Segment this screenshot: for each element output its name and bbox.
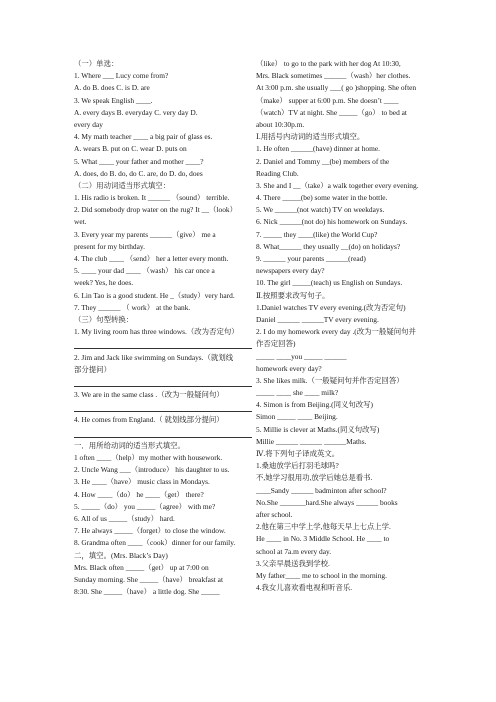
text-line: 4. My math teacher ____ a big pair of glass es. <box>74 132 213 142</box>
text-line: 4.我女儿喜欢看电视和听音乐. <box>256 583 353 593</box>
text-line: Millie ______ ______ ______Maths. <box>256 436 367 446</box>
text-line: Mrs. Black sometimes ______（wash）her clothes. <box>256 71 411 81</box>
text-line: Daniel ______ ______TV every evening. <box>256 314 379 324</box>
text-line: every day <box>74 119 103 129</box>
text-line: 3. She likes milk.（一般疑问句并作否定回答） <box>256 375 404 385</box>
text-line: 2. Did somebody drop water on the rug? It __（look） <box>74 205 237 215</box>
text-line: A. does, do B. do, do C. are, do D. do, does <box>74 168 203 178</box>
text-line: _____ ____you _____ ______ <box>256 351 347 361</box>
text-line: 5. We ______(not watch) TV on weekdays. <box>256 205 385 215</box>
text-line: 3. He ____（have） music class in Mondays. <box>74 477 210 487</box>
text-line: 3. Every year my parents ______（give） me a <box>74 229 216 239</box>
text-line: wet. <box>74 217 87 227</box>
text-line: 6. Lin Tao is a good student. He _（study）very hard. <box>74 290 235 300</box>
text-line: 3. She and I __（take）a walk together every evening. <box>256 180 419 190</box>
text-line: 4. He comes from England.（ 就划线部分提问） <box>74 415 224 425</box>
text-line: My father____ me to school in the morning. <box>256 570 387 580</box>
text-line: （like） to go to the park with her dog At 10:30, <box>256 59 401 68</box>
text-line: 作否定回答) <box>256 339 296 349</box>
text-line: （make） supper at 6:00 p.m. She doesn’t ____ <box>256 95 399 105</box>
text-line: 8. What______ they usually __(do) on holidays? <box>256 241 401 251</box>
text-line: 2. I do my homework every day .(改为一般疑问句并 <box>256 327 416 337</box>
answer-line <box>74 401 252 412</box>
answer-line <box>74 376 252 387</box>
text-line: 一．用所给动词的适当形式填空。 <box>74 440 185 450</box>
text-line: Sunday morning. She _____（have） breakfast at <box>74 574 224 584</box>
text-line: Ⅳ.将下列句子译成英文。 <box>256 449 340 458</box>
text-line: （二）用动词适当形式填空： <box>74 180 171 190</box>
text-line: homework every day? <box>256 363 322 373</box>
text-line: Mrs. Black often _____（get） up at 7:00 on <box>74 562 209 572</box>
text-line: 1. My living room has three windows.（改为否定句） <box>74 327 239 337</box>
text-line: 3.父亲早晨送我到学校. <box>256 558 330 568</box>
text-line: 1. Where ___ Lucy come from? <box>74 71 169 81</box>
text-line: school at 7a.m every day. <box>256 546 332 556</box>
text-line: 2.他在第三中学上学,他每天早上七点上学. <box>256 522 391 532</box>
text-line: 7. He always _____（forget）to close the window. <box>74 526 226 536</box>
text-line: 8. Grandma often ____（cook）dinner for our family. <box>74 538 236 548</box>
text-line: 9. ______ your parents ______(read) <box>256 254 366 263</box>
answer-line <box>74 338 252 349</box>
text-line: 6. All of us _____（study） hard. <box>74 513 175 523</box>
text-line: 3. We speak English ____. <box>74 95 153 105</box>
text-line: （三）句型转换： <box>74 314 134 324</box>
text-line: 4. The club ____ （send） her a letter every month. <box>74 254 229 263</box>
text-line: 1.Daniel watches TV every evening.(改为否定句) <box>256 302 406 312</box>
right-column <box>256 58 428 594</box>
text-line: 2. Daniel and Tommy __(be) members of the <box>256 156 390 166</box>
text-line: Ⅱ.按照要求改写句子。 <box>256 290 330 300</box>
text-line: （watch）TV at night. She _____（go） to bed at <box>256 107 407 117</box>
text-line: 2. Uncle Wang ___（introduce） his daughter to us. <box>74 465 230 475</box>
text-line: Simon _____ ____ Beijing. <box>256 412 338 422</box>
text-line: week? Yes, he does. <box>74 278 134 288</box>
text-line: He ____ in No. 3 Middle School. He ____ to <box>256 534 390 544</box>
text-line: 4. There _____(be) some water in the bottle. <box>256 193 388 203</box>
text-line: after school. <box>256 509 293 519</box>
text-line: A. wears B. put on C. wear D. puts on <box>74 144 187 154</box>
text-line: Reading Club. <box>256 168 299 178</box>
text-line: Ⅰ.用括号内动词的适当形式填空。 <box>256 132 365 142</box>
text-line: 1. His radio is broken. It ______ （sound） terrible. <box>74 193 230 203</box>
text-line: 4. How ____（do） he ____（get） there? <box>74 489 204 499</box>
text-line: 3. We are in the same class .（改为一般疑问句） <box>74 390 224 400</box>
text-line: ____Sandy ______ badminton after school? <box>256 485 387 495</box>
text-line: 7. _____ they ____(like) the World Cup? <box>256 229 378 239</box>
text-line: 5. What ____ your father and mother ____? <box>74 156 204 166</box>
text-line: 1.桑迪放学后打羽毛球吗? <box>256 461 339 471</box>
answer-line <box>74 427 252 438</box>
text-line: 1 often ____（help）my mother with housework. <box>74 453 223 462</box>
text-line: 1. He often ______(have) dinner at home. <box>256 144 380 154</box>
text-line: _____ ____ she ____ milk? <box>256 388 339 398</box>
text-line: （一）单选： <box>74 59 119 68</box>
text-line: 10. The girl _____(teach) us English on Sundays. <box>256 278 403 288</box>
text-line: 5. Millie is clever at Maths.(同义句改写) <box>256 424 380 434</box>
text-line: 不,她学习很用功,放学后她总是看书. <box>256 473 373 483</box>
text-line: 部分提问） <box>74 364 111 374</box>
text-line: No.She _______hard.She always ______ books <box>256 497 398 507</box>
text-line: 8:30. She _____（have） a little dog. She _____ <box>74 587 220 597</box>
text-line: 二，填空。(Mrs. Black’s Day) <box>74 550 168 560</box>
left-column <box>74 58 252 598</box>
text-line: newspapers every day? <box>256 266 325 276</box>
text-line: 7. They ______ （ work） at the bank. <box>74 302 191 312</box>
text-line: 4. Simon is from Beijing.(同义句改写) <box>256 400 374 410</box>
text-line: about 10:30p.m. <box>256 119 305 129</box>
text-line: A. do B. does C. is D. are <box>74 83 150 93</box>
text-line: 5. _____（do） you _____（agree） with me? <box>74 501 216 511</box>
text-line: At 3:00 p.m. she usually ___( go )shopping. She often <box>256 83 417 93</box>
text-line: A. every days B. everyday C. very day D. <box>74 107 198 117</box>
text-line: 5. ____ your dad ____ （wash） his car once a <box>74 266 215 276</box>
text-line: 6. Nick ______(not do) his homework on Sundays. <box>256 217 408 227</box>
text-line: present for my birthday. <box>74 241 145 251</box>
text-line: 2. Jim and Jack like swimming on Sundays.（就划线 <box>74 352 234 362</box>
